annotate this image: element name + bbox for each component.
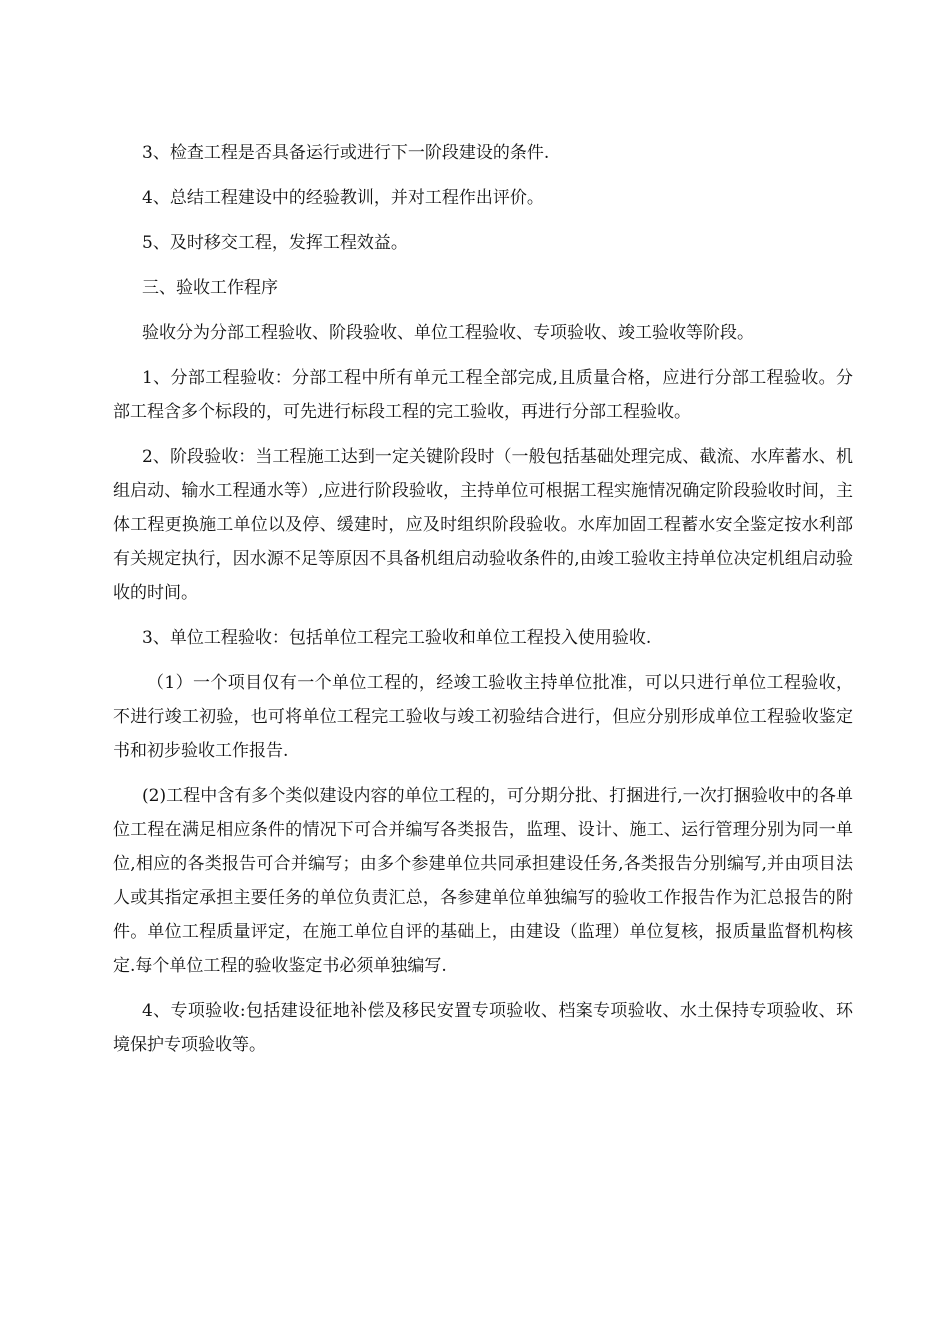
paragraph-sub-project-acceptance: 1、分部工程验收：分部工程中所有单元工程全部完成,且质量合格，应进行分部工程验收。分部工程含多个标段的，可先进行标段工程的完工验收，再进行分部工程验收。 <box>113 368 853 422</box>
document-body <box>113 136 853 1073</box>
paragraph-acceptance-stages: 验收分为分部工程验收、阶段验收、单位工程验收、专项验收、竣工验收等阶段。 <box>142 323 754 343</box>
paragraph-unit-project-case-1: （1）一个项目仅有一个单位工程的，经竣工验收主持单位批准，可以只进行单位工程验收，不进行竣工初验，也可将单位工程完工验收与竣工初验结合进行，但应分别形成单位工程验收鉴定书和初步验收工作报告. <box>113 673 853 761</box>
paragraph-stage-acceptance: 2、阶段验收：当工程施工达到一定关键阶段时（一般包括基础处理完成、截流、水库蓄水、机组启动、输水工程通水等）,应进行阶段验收，主持单位可根据工程实施情况确定阶段验收时间，主体工程更换施工单位以及停、缓建时，应及时组织阶段验收。水库加固工程蓄水安全鉴定按水利部有关规定执行，因水源不足等原因不具备机组启动验收条件的,由竣工验收主持单位决定机组启动验收的时间。 <box>113 447 853 603</box>
section-heading-acceptance-procedure: 三、验收工作程序 <box>142 278 278 298</box>
paragraph-unit-project-acceptance: 3、单位工程验收：包括单位工程完工验收和单位工程投入使用验收. <box>142 628 652 648</box>
paragraph-item-4-summarize-experience: 4、总结工程建设中的经验教训，并对工程作出评价。 <box>142 188 544 208</box>
paragraph-special-acceptance: 4、专项验收:包括建设征地补偿及移民安置专项验收、档案专项验收、水土保持专项验收、环境保护专项验收等。 <box>113 1001 853 1055</box>
paragraph-item-5-handover: 5、及时移交工程，发挥工程效益。 <box>142 233 408 253</box>
paragraph-unit-project-case-2: (2)工程中含有多个类似建设内容的单位工程的，可分期分批、打捆进行,一次打捆验收中的各单位工程在满足相应条件的情况下可合并编写各类报告，监理、设计、施工、运行管理分别为同一单位,相应的各类报告可合并编写；由多个参建单位共同承担建设任务,各类报告分别编写,并由项目法人或其指定承担主要任务的单位负责汇总，各参建单位单独编写的验收工作报告作为汇总报告的附件。单位工程质量评定，在施工单位自评的基础上，由建设（监理）单位复核，报质量监督机构核定.每个单位工程的验收鉴定书必须单独编写. <box>113 786 853 976</box>
paragraph-item-3-check-conditions: 3、检查工程是否具备运行或进行下一阶段建设的条件. <box>142 143 550 163</box>
